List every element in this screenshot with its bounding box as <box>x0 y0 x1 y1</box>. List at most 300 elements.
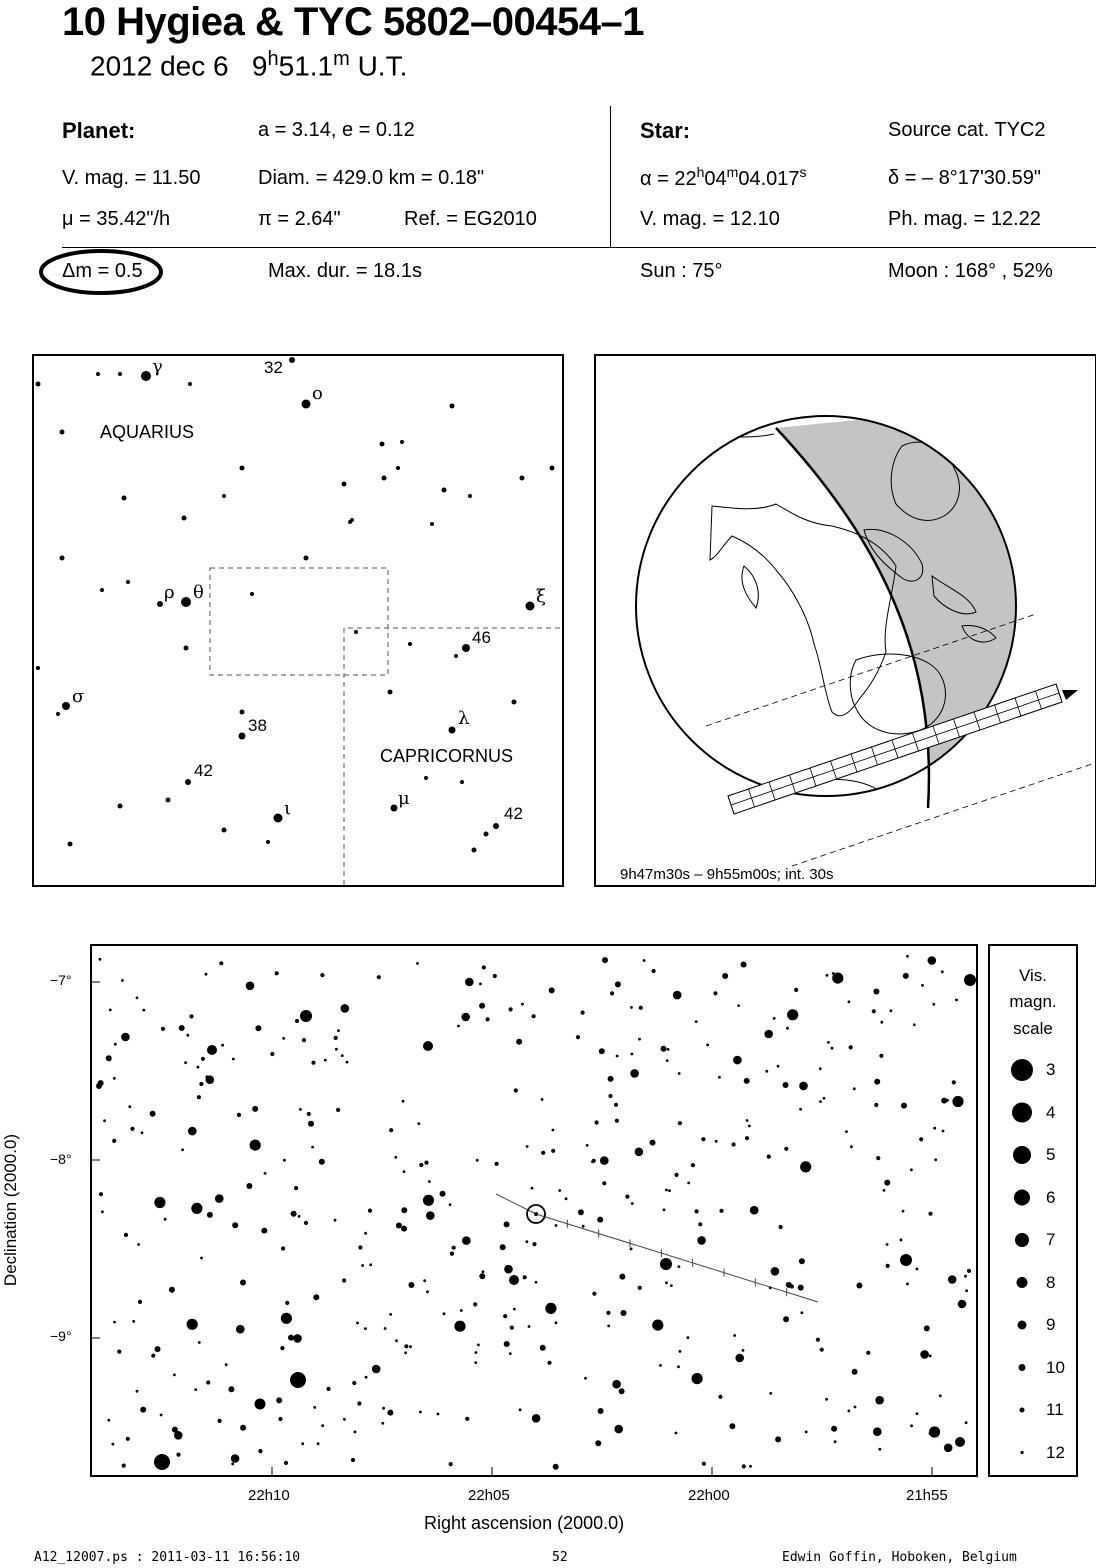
field-star <box>614 1103 618 1107</box>
field-star <box>944 1444 953 1453</box>
field-star <box>718 1076 721 1079</box>
field-star <box>670 1284 673 1287</box>
field-star <box>735 1354 744 1363</box>
field-star <box>852 1369 858 1375</box>
label-sigma: σ <box>72 686 85 707</box>
field-star <box>294 1186 298 1190</box>
field-star <box>532 1014 536 1018</box>
field-star <box>299 1108 302 1111</box>
scale-label-10: 10 <box>1046 1357 1065 1377</box>
field-star <box>886 1264 890 1268</box>
finder-star <box>493 823 499 829</box>
field-star <box>769 1286 772 1289</box>
field-star <box>319 1159 325 1165</box>
field-star <box>142 1009 145 1012</box>
label-rho: ρ <box>164 582 175 603</box>
field-star <box>311 1146 314 1149</box>
field-star <box>321 1424 324 1427</box>
field-star <box>401 1226 407 1232</box>
field-star <box>169 1287 175 1293</box>
field-star <box>713 991 717 995</box>
field-star <box>875 1396 884 1405</box>
field-star <box>771 1267 780 1276</box>
star-dec: δ = – 8°17'30.59" <box>888 167 1041 189</box>
ra-tick-22h10: 22h10 <box>248 1487 290 1504</box>
field-star <box>320 973 324 977</box>
field-star <box>426 1290 429 1293</box>
field-star <box>934 1158 937 1161</box>
field-star <box>130 1127 134 1131</box>
scale-label-6: 6 <box>1046 1187 1056 1207</box>
field-star <box>462 1236 471 1245</box>
finder-star <box>118 372 122 376</box>
finder-star <box>430 522 434 526</box>
field-star <box>615 981 621 987</box>
finder-star <box>472 848 477 853</box>
field-star <box>261 1228 267 1234</box>
field-star <box>673 991 682 1000</box>
field-star <box>958 1300 967 1309</box>
field-star <box>335 1048 338 1051</box>
field-star <box>849 1045 853 1049</box>
finder-star <box>239 733 246 740</box>
finder-star <box>141 371 151 381</box>
field-star <box>461 1013 470 1022</box>
field-star <box>941 1098 947 1104</box>
field-star <box>764 1030 773 1039</box>
field-star <box>443 1312 446 1315</box>
scale-dot-9 <box>1018 1321 1027 1330</box>
field-star <box>423 1195 434 1206</box>
field-star <box>352 1381 356 1385</box>
field-star <box>124 1233 128 1237</box>
field-star <box>598 1408 604 1414</box>
field-star <box>302 1038 306 1042</box>
field-star <box>659 1364 662 1367</box>
finder-star <box>222 828 227 833</box>
planet-heading: Planet: <box>62 118 136 143</box>
field-star <box>687 1336 690 1339</box>
planet-parallax: π = 2.64" <box>258 208 341 230</box>
field-star <box>706 1044 709 1047</box>
field-star <box>906 955 909 958</box>
finder-star <box>526 602 535 611</box>
field-star <box>910 1168 913 1171</box>
field-star <box>558 1189 561 1192</box>
field-star <box>608 1076 614 1082</box>
field-star <box>920 1350 929 1359</box>
field-star <box>879 1054 883 1058</box>
field-star <box>419 1411 422 1414</box>
field-star <box>264 1172 267 1175</box>
field-star <box>98 1080 104 1086</box>
bright-star <box>423 1041 433 1051</box>
field-star <box>678 1265 681 1268</box>
field-star <box>592 1292 596 1296</box>
field-star <box>856 1283 862 1289</box>
field-star <box>924 1325 930 1331</box>
finder-star <box>126 580 130 584</box>
field-star <box>301 1442 304 1445</box>
finder-star <box>240 710 245 715</box>
field-star <box>565 1197 568 1200</box>
field-star <box>187 1319 198 1330</box>
field-star <box>607 1325 610 1328</box>
field-star <box>291 1211 297 1217</box>
field-star <box>790 1284 794 1288</box>
field-star <box>160 1414 163 1417</box>
finder-star <box>184 646 189 651</box>
finder-star <box>289 357 295 363</box>
field-star <box>581 1011 585 1015</box>
field-star <box>454 1321 465 1332</box>
finder-star <box>96 372 100 376</box>
field-star <box>402 1100 405 1103</box>
scale-dots <box>1002 946 1042 1475</box>
field-star <box>416 962 419 965</box>
field-star <box>630 1069 639 1078</box>
field-star <box>282 1037 285 1040</box>
field-star <box>337 1029 340 1032</box>
field-star <box>615 1383 618 1386</box>
field-star <box>783 1316 789 1322</box>
bright-star <box>154 1454 170 1470</box>
field-star <box>365 1376 368 1379</box>
field-star <box>845 1130 848 1133</box>
field-star <box>787 1009 798 1020</box>
field-star <box>695 1209 699 1213</box>
field-star <box>701 1137 705 1141</box>
scale-label-3: 3 <box>1046 1060 1056 1079</box>
field-star <box>493 974 497 978</box>
field-star <box>901 1103 907 1109</box>
star-chart <box>90 944 978 1477</box>
scale-title-scale: scale <box>1013 1019 1053 1038</box>
label-46: 46 <box>472 628 491 647</box>
field-star <box>275 971 279 975</box>
field-star <box>749 1465 752 1468</box>
field-star <box>555 1321 558 1324</box>
field-star <box>401 1207 407 1213</box>
field-star <box>784 1147 788 1151</box>
field-star <box>141 1131 144 1134</box>
bright-star <box>300 1010 312 1022</box>
field-star <box>621 1310 627 1316</box>
finder-star <box>462 644 470 652</box>
finder-star <box>391 805 398 812</box>
field-star <box>449 1462 453 1466</box>
field-star <box>679 1350 682 1353</box>
field-star <box>794 988 798 992</box>
bright-star <box>955 1437 965 1447</box>
field-star <box>832 972 835 975</box>
field-star <box>342 1278 346 1282</box>
field-star <box>733 1056 742 1065</box>
finder-star <box>350 518 354 522</box>
field-star <box>151 1354 155 1358</box>
field-star <box>285 1301 289 1305</box>
ra-axis-label: Right ascension (2000.0) <box>424 1513 625 1533</box>
field-star <box>150 1111 156 1117</box>
field-star <box>619 1274 625 1280</box>
field-star <box>191 1203 202 1214</box>
finder-star <box>380 442 385 447</box>
field-star <box>619 1388 625 1394</box>
field-star <box>121 979 124 982</box>
field-star <box>387 1410 393 1416</box>
field-star <box>240 1425 246 1431</box>
field-star <box>288 1335 294 1341</box>
field-star <box>207 1212 213 1218</box>
finder-star <box>484 832 489 837</box>
field-star <box>874 1103 878 1107</box>
field-star <box>773 1017 776 1020</box>
field-star <box>635 1148 644 1157</box>
field-star <box>872 1009 876 1013</box>
field-star <box>113 1077 116 1080</box>
field-star <box>665 1281 668 1284</box>
field-star <box>101 1210 104 1213</box>
field-star <box>341 1004 350 1013</box>
field-star <box>351 1458 355 1462</box>
event-time-minutes: 51.1 <box>278 50 334 82</box>
field-star <box>848 1000 851 1003</box>
field-star <box>186 1034 189 1037</box>
field-star <box>477 1344 480 1347</box>
field-star <box>103 1119 106 1122</box>
field-star <box>231 1463 234 1466</box>
field-star <box>206 1380 210 1384</box>
scale-title-vis: Vis. <box>1018 966 1048 985</box>
label-theta: θ <box>193 582 204 603</box>
field-star <box>616 1055 619 1058</box>
field-star <box>276 1397 282 1403</box>
field-star <box>552 1129 555 1132</box>
field-star <box>99 1192 103 1196</box>
field-star <box>284 1461 288 1465</box>
star-chart-canvas <box>92 946 976 1475</box>
scale-dot-3 <box>1011 1059 1033 1081</box>
field-star <box>535 1281 538 1284</box>
field-star <box>334 1219 337 1222</box>
field-star <box>848 1410 851 1413</box>
field-star <box>368 1209 372 1213</box>
field-star <box>176 1453 180 1457</box>
field-star <box>883 1189 886 1192</box>
field-star <box>155 1346 161 1352</box>
field-star <box>179 1025 185 1031</box>
field-star <box>232 1058 235 1061</box>
finder-star <box>60 430 65 435</box>
field-star <box>965 1421 968 1424</box>
constellation-capricornus: CAPRICORNUS <box>380 746 514 766</box>
label-mu: μ <box>398 788 410 809</box>
field-star <box>555 1224 558 1227</box>
finder-star <box>36 382 41 387</box>
field-star <box>800 1311 803 1314</box>
finder-star <box>118 804 123 809</box>
max-duration: Max. dur. = 18.1s <box>268 260 422 282</box>
finder-star <box>454 654 458 658</box>
field-star <box>816 1338 820 1342</box>
field-star <box>526 1240 529 1243</box>
field-star <box>783 1082 789 1088</box>
field-star <box>107 1419 110 1422</box>
field-star <box>579 1212 582 1215</box>
scale-label-7: 7 <box>1046 1230 1056 1249</box>
field-star <box>516 1039 522 1045</box>
field-star <box>551 1149 555 1153</box>
field-star <box>504 1265 513 1274</box>
field-star <box>853 1087 856 1090</box>
field-star <box>600 1156 609 1165</box>
delta-magnitude-circle <box>38 248 168 298</box>
field-star <box>606 1311 610 1315</box>
field-star <box>665 1189 668 1192</box>
field-star <box>799 1258 805 1264</box>
finder-star <box>302 400 311 409</box>
field-star <box>237 1113 241 1117</box>
field-star <box>675 1432 678 1435</box>
field-star <box>576 1035 580 1039</box>
field-star <box>173 1374 176 1377</box>
field-star <box>741 962 747 968</box>
label-iota: ι <box>284 798 292 819</box>
scale-dot-11 <box>1020 1408 1025 1413</box>
field-star <box>357 1401 361 1405</box>
field-star <box>197 1095 201 1099</box>
field-star <box>942 1130 945 1133</box>
field-star <box>964 1275 967 1278</box>
field-star <box>343 1418 346 1421</box>
field-star <box>906 1283 909 1286</box>
field-star <box>819 1067 822 1070</box>
finder-star <box>182 516 187 521</box>
field-star <box>479 1273 485 1279</box>
scale-dot-5 <box>1013 1146 1031 1164</box>
field-star <box>928 1212 932 1216</box>
scale-label-8: 8 <box>1046 1272 1056 1292</box>
field-star <box>372 1365 381 1374</box>
finder-star <box>400 440 404 444</box>
field-star <box>221 1044 224 1047</box>
field-star <box>876 1156 880 1160</box>
field-star <box>246 982 255 991</box>
field-star <box>194 1388 197 1391</box>
field-star <box>800 1161 811 1172</box>
field-star <box>777 1065 780 1068</box>
field-star <box>678 1072 681 1075</box>
field-star <box>643 959 646 962</box>
field-star <box>528 1325 531 1328</box>
field-star <box>674 1173 678 1177</box>
info-divider-vertical <box>610 106 611 248</box>
field-star <box>428 1180 431 1183</box>
field-star <box>729 1423 735 1429</box>
field-star <box>465 1417 469 1421</box>
planet-reference: Ref. = EG2010 <box>404 208 537 230</box>
field-star <box>281 1313 292 1324</box>
field-star <box>799 1082 808 1091</box>
field-star <box>403 1170 406 1173</box>
field-star <box>317 1442 320 1445</box>
scale-label-5: 5 <box>1046 1145 1056 1164</box>
field-star <box>417 1122 420 1125</box>
field-star <box>514 1088 518 1092</box>
field-star <box>767 1155 771 1159</box>
field-star <box>667 1048 670 1051</box>
bright-star <box>964 974 976 986</box>
field-star <box>692 1373 703 1384</box>
field-star <box>161 1027 165 1031</box>
field-star <box>500 1244 506 1250</box>
globe-caption: 9h47m30s – 9h55m00s; int. 30s <box>620 866 834 883</box>
info-divider-horizontal <box>62 247 1096 248</box>
field-star <box>965 1289 968 1292</box>
constellation-aquarius: AQUARIUS <box>100 422 195 442</box>
field-star <box>921 984 924 987</box>
field-star <box>826 974 829 977</box>
field-star <box>549 987 555 993</box>
field-star <box>364 1327 367 1330</box>
field-star <box>215 1194 224 1203</box>
field-star <box>482 1270 485 1273</box>
footer-file: A12_12007.ps : 2011-03-11 16:56:10 <box>34 1550 301 1565</box>
field-star <box>504 1341 510 1347</box>
field-star <box>389 1128 393 1132</box>
field-star <box>831 1047 834 1050</box>
field-star <box>476 1159 479 1162</box>
field-star <box>419 1163 423 1167</box>
field-star <box>610 991 614 995</box>
field-star <box>967 1269 971 1273</box>
field-star <box>460 1309 463 1312</box>
bright-star <box>290 1372 306 1388</box>
field-star <box>394 1156 397 1159</box>
ra-tick-21h55: 21h55 <box>906 1487 948 1504</box>
field-star <box>198 1341 201 1344</box>
field-star <box>117 1350 121 1354</box>
event-time-hours: 9 <box>251 50 268 82</box>
field-star <box>240 1280 246 1286</box>
label-38: 38 <box>248 716 267 735</box>
page-title: 10 Hygiea & TYC 5802–00454–1 <box>62 0 644 44</box>
field-star <box>356 1322 359 1325</box>
field-star <box>597 1217 603 1223</box>
field-star <box>479 1003 485 1009</box>
field-star <box>523 1275 527 1279</box>
field-star <box>341 1054 344 1057</box>
field-star <box>510 1326 514 1330</box>
footer-author: Edwin Goffin, Hoboken, Belgium <box>782 1550 1017 1565</box>
field-star <box>873 989 879 995</box>
field-star <box>933 1127 936 1130</box>
field-star <box>449 1203 452 1206</box>
field-star <box>631 1053 634 1056</box>
field-star <box>278 1417 282 1421</box>
field-star <box>746 1119 749 1122</box>
field-star <box>281 1246 285 1250</box>
field-star <box>346 1061 349 1064</box>
field-star <box>437 1413 440 1416</box>
field-star <box>137 1243 140 1246</box>
field-star <box>389 1313 392 1316</box>
field-star <box>825 1398 828 1401</box>
field-star <box>324 1059 327 1062</box>
field-star <box>228 1386 234 1392</box>
magnitude-scale <box>988 944 1078 1477</box>
field-star <box>381 1422 384 1425</box>
